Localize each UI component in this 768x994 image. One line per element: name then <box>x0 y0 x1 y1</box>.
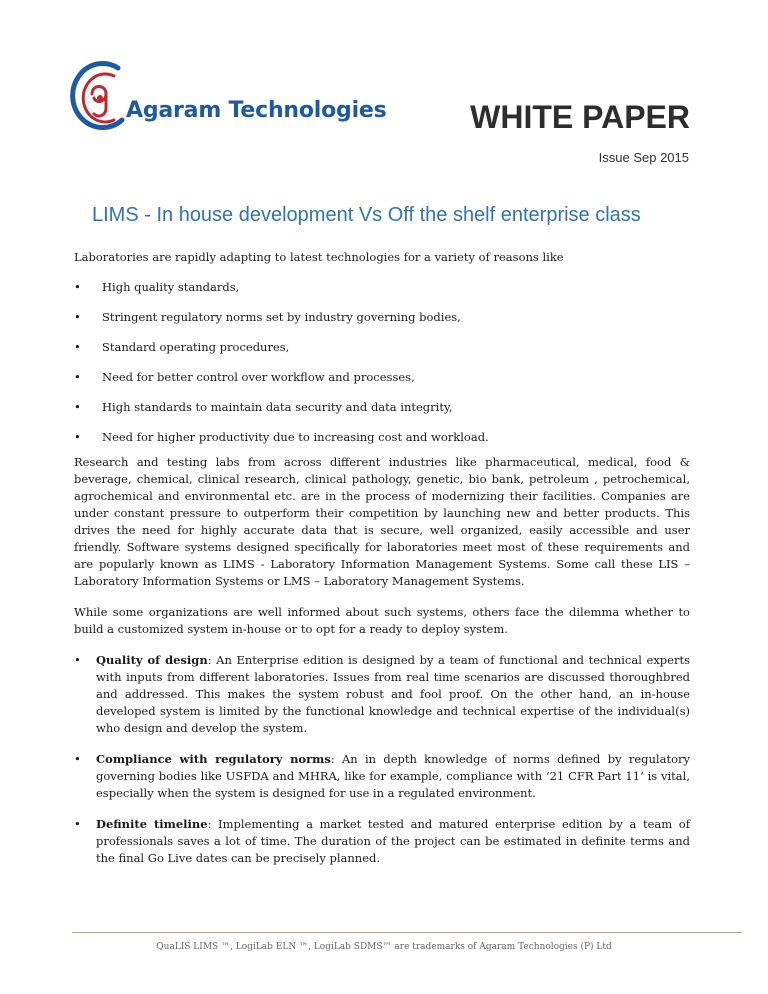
bullet-icon: • <box>74 310 81 324</box>
list-item: • Stringent regulatory norms set by industry governing bodies, <box>74 310 461 324</box>
bullet-icon: • <box>74 752 81 766</box>
bullet-icon: • <box>74 400 81 414</box>
bullet-icon: • <box>74 653 81 667</box>
bullet-icon: • <box>74 280 81 294</box>
company-name: Agaram Technologies <box>126 98 387 123</box>
point-text: : Implementing a market tested and matured enterprise edition by a team of professionals saves a lot of time. The duration of the project can be estimated in definite terms and the final Go Live dates can be precisely planned. <box>96 817 690 865</box>
footer-text: QuaLIS LIMS ™, LogiLab ELN ™, LogiLab SDMS™ are trademarks of Agaram Technologies (P) Ltd <box>156 942 612 952</box>
page-title: LIMS - In house development Vs Off the shelf enterprise class <box>92 204 641 226</box>
list-item <box>74 751 690 802</box>
point-heading: Compliance with regulatory norms <box>96 752 331 766</box>
list-item: • High standards to maintain data security and data integrity, <box>74 400 453 414</box>
intro-text: Laboratories are rapidly adapting to latest technologies for a variety of reasons like <box>74 250 564 264</box>
point-heading: Definite timeline <box>96 817 208 831</box>
points-list <box>74 652 690 867</box>
list-item <box>74 816 690 867</box>
list-item <box>74 652 690 737</box>
bullet-icon: • <box>74 370 81 384</box>
point-text: : An Enterprise edition is designed by a team of functional and technical experts with inputs from different laboratories. Issues from real time scenarios are discussed thoroughbred and addressed. This makes the system robust and fool proof. On the other hand, an in-house developed system is limited by the functional knowledge and technical expertise of the individual(s) who design and develop the system. <box>96 653 690 735</box>
list-item: • Need for higher productivity due to increasing cost and workload. <box>74 430 489 444</box>
list-item: • Standard operating procedures, <box>74 340 290 354</box>
point-heading: Quality of design <box>96 653 208 667</box>
document-type-heading: WHITE PAPER <box>470 99 690 135</box>
point-text: : An in depth knowledge of norms defined by regulatory governing bodies like USFDA and MHRA, like for example, compliance with ‘21 CFR Part 11’ is vital, especially when the system is designed for use in a regulated environment. <box>96 752 690 800</box>
footer-divider <box>72 932 742 933</box>
list-item: • Need for better control over workflow and processes, <box>74 370 415 384</box>
reasons-list <box>74 279 690 446</box>
bullet-icon: • <box>74 340 81 354</box>
document-body <box>74 249 690 881</box>
paragraph: While some organizations are well informed about such systems, others face the dilemma whether to build a customized system in-house or to opt for a ready to deploy system. <box>74 605 690 636</box>
company-logo <box>70 58 390 138</box>
paragraph: Research and testing labs from across different industries like pharmaceutical, medical, food & beverage, chemical, clinical research, clinical pathology, genetic, bio bank, petroleum , petrochemical, agrochemical and environmental etc. are in the process of modernizing their facilities. Companies are under constant pressure to outperform their competition by launching new and better products. This drives the need for highly accurate data that is secure, well organized, easily accessible and user friendly. Software systems designed specifically for laboratories meet most of these requirements and are popularly known as LIMS - Laboratory Information Management Systems. Some call these LIS – Laboratory Information Systems or LMS – Laboratory Management Systems. <box>74 455 690 588</box>
bullet-icon: • <box>74 817 81 831</box>
list-item: • High quality standards, <box>74 280 240 294</box>
bullet-icon: • <box>74 430 81 444</box>
issue-date: Issue Sep 2015 <box>598 150 689 165</box>
